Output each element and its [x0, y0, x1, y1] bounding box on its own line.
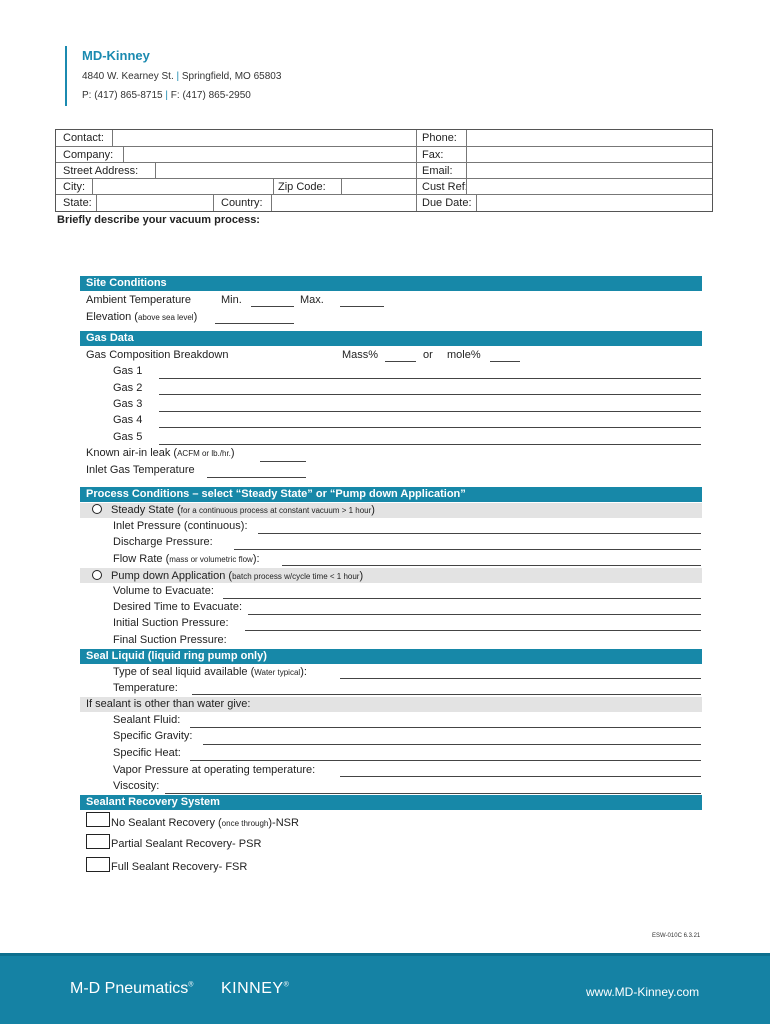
- mole-label: mole%: [447, 349, 481, 361]
- inlet-temp-field[interactable]: [207, 477, 306, 478]
- process-description-field[interactable]: [57, 230, 713, 270]
- psr-label: Partial Sealant Recovery- PSR: [111, 838, 262, 850]
- specific-heat-field[interactable]: [190, 760, 701, 761]
- min-field[interactable]: [251, 306, 294, 307]
- email-label: Email:: [422, 165, 453, 177]
- zip-label: Zip Code:: [278, 181, 326, 193]
- nsr-text: No Sealant Recovery (: [111, 817, 222, 829]
- table-row: [56, 146, 712, 163]
- paren: ): [230, 447, 235, 459]
- pump-down-radio[interactable]: [92, 570, 102, 580]
- sealant-fluid-label: Sealant Fluid:: [113, 714, 181, 726]
- final-suction-label: Final Suction Pressure:: [113, 634, 227, 646]
- steady-state-label: [111, 503, 375, 518]
- registered-mark: ®: [188, 981, 194, 989]
- table-row: [56, 130, 712, 146]
- address-line: [82, 71, 281, 82]
- table-row: [56, 194, 712, 211]
- gas3-field[interactable]: [159, 411, 701, 412]
- gas3-label: Gas 3: [113, 398, 143, 410]
- process-description-prompt: Briefly describe your vacuum process:: [57, 214, 260, 226]
- state-label: State:: [63, 197, 92, 209]
- seal-type-note: Water typical: [254, 668, 301, 677]
- street-label: Street Address:: [63, 165, 139, 177]
- paren: ):: [300, 666, 307, 678]
- evac-time-label: Desired Time to Evacuate:: [113, 601, 243, 613]
- pump-down-label: [111, 569, 363, 584]
- sealant-fluid-field[interactable]: [190, 727, 701, 728]
- or-text: or: [423, 349, 433, 361]
- gas-data-header: Gas Data: [80, 331, 702, 346]
- city-field[interactable]: [92, 179, 274, 195]
- elevation-note: above sea level: [137, 313, 194, 322]
- gas1-field[interactable]: [159, 378, 701, 379]
- city-label: City:: [63, 181, 85, 193]
- pumpdown-note: batch process w/cycle time < 1 hour: [232, 572, 360, 581]
- footer-url[interactable]: www.MD-Kinney.com: [586, 985, 700, 999]
- discharge-pressure-label: Discharge Pressure:: [113, 536, 213, 548]
- fax-field[interactable]: [466, 147, 713, 163]
- gas5-label: Gas 5: [113, 431, 143, 443]
- fsr-label: Full Sealant Recovery- FSR: [111, 861, 248, 873]
- pumpdown-text: Pump down Application (: [111, 570, 233, 582]
- separator: |: [176, 71, 180, 82]
- viscosity-field[interactable]: [165, 793, 701, 794]
- country-label: Country:: [221, 197, 263, 209]
- phone-text: P: (417) 865-8715: [82, 90, 163, 101]
- table-row: [56, 178, 712, 195]
- paren: ): [193, 311, 198, 323]
- street-field[interactable]: [155, 163, 416, 179]
- separator: |: [165, 90, 169, 101]
- gas1-label: Gas 1: [113, 365, 143, 377]
- brand-name: MD-Kinney: [82, 48, 150, 63]
- discharge-pressure-field[interactable]: [234, 549, 701, 550]
- country-field[interactable]: [271, 195, 417, 211]
- paren: ): [371, 504, 375, 516]
- footer-accent: [0, 953, 770, 956]
- max-field[interactable]: [340, 306, 384, 307]
- leak-label: [86, 446, 235, 461]
- nsr-suffix: )-NSR: [268, 817, 299, 829]
- fax-text: F: (417) 865-2950: [170, 90, 251, 101]
- specific-gravity-label: Specific Gravity:: [113, 730, 193, 742]
- viscosity-label: Viscosity:: [113, 780, 160, 792]
- vapor-pressure-field[interactable]: [340, 776, 701, 777]
- gas5-field[interactable]: [159, 444, 701, 445]
- gas2-field[interactable]: [159, 394, 701, 395]
- nsr-checkbox[interactable]: [86, 812, 110, 827]
- gas4-label: Gas 4: [113, 414, 143, 426]
- brand-accent-bar: [65, 46, 67, 106]
- custref-label: Cust Ref:: [422, 181, 468, 193]
- flow-rate-label: [113, 552, 260, 567]
- elevation-text: Elevation (: [86, 311, 138, 323]
- fsr-checkbox[interactable]: [86, 857, 110, 872]
- phone-label: Phone:: [422, 132, 457, 144]
- mole-field[interactable]: [490, 361, 520, 362]
- volume-field[interactable]: [223, 598, 701, 599]
- min-label: Min.: [221, 294, 242, 306]
- seal-liquid-header: Seal Liquid (liquid ring pump only): [80, 649, 702, 664]
- vapor-pressure-label: Vapor Pressure at operating temperature:: [113, 764, 316, 776]
- city-text: Springfield, MO 65803: [181, 71, 282, 82]
- flow-rate-field[interactable]: [282, 565, 701, 566]
- inlet-pressure-label: Inlet Pressure (continuous):: [113, 520, 248, 532]
- gas-breakdown-label: Gas Composition Breakdown: [86, 349, 229, 361]
- duedate-field[interactable]: [476, 195, 713, 211]
- leak-text: Known air-in leak (: [86, 447, 178, 459]
- psr-checkbox[interactable]: [86, 834, 110, 849]
- document-code: ESW-010C 6.3.21: [652, 933, 701, 939]
- sealant-other-label: If sealant is other than water give:: [86, 698, 251, 710]
- specific-heat-label: Specific Heat:: [113, 747, 181, 759]
- phone-field[interactable]: [466, 130, 713, 146]
- logo-text: KINNEY: [221, 980, 284, 997]
- process-conditions-header: Process Conditions – select “Steady State” or “Pump down Application”: [80, 487, 702, 502]
- flow-note: mass or volumetric flow: [169, 555, 253, 564]
- elevation-field[interactable]: [215, 323, 294, 324]
- nsr-label: [111, 816, 299, 831]
- ambient-label: Ambient Temperature: [86, 294, 191, 306]
- contact-label: Contact:: [63, 132, 104, 144]
- contact-field[interactable]: [112, 130, 413, 146]
- seal-type-text: Type of seal liquid available (: [113, 666, 255, 678]
- zip-field[interactable]: [341, 179, 417, 195]
- steady-text: Steady State (: [111, 504, 181, 516]
- duedate-label: Due Date:: [422, 197, 472, 209]
- leak-field[interactable]: [260, 461, 306, 462]
- email-field[interactable]: [466, 163, 713, 179]
- mass-field[interactable]: [385, 361, 416, 362]
- evac-time-field[interactable]: [248, 614, 701, 615]
- seal-temp-label: Temperature:: [113, 682, 178, 694]
- initial-suction-label: Initial Suction Pressure:: [113, 617, 229, 629]
- initial-suction-field[interactable]: [245, 630, 701, 631]
- seal-temp-field[interactable]: [192, 694, 701, 695]
- phone-line: [82, 90, 251, 101]
- flow-text: Flow Rate (: [113, 553, 170, 565]
- gas2-label: Gas 2: [113, 382, 143, 394]
- site-conditions-header: Site Conditions: [80, 276, 702, 291]
- table-row: [56, 162, 712, 179]
- sealant-recovery-header: Sealant Recovery System: [80, 795, 702, 810]
- paren: ): [359, 570, 364, 582]
- logo-text: M-D Pneumatics: [70, 980, 189, 997]
- steady-state-radio[interactable]: [92, 504, 102, 514]
- inlet-pressure-field[interactable]: [258, 533, 701, 534]
- specific-gravity-field[interactable]: [203, 744, 701, 745]
- paren: ):: [252, 553, 260, 565]
- footer-logo-mdp: [70, 980, 193, 998]
- mass-label: Mass%: [342, 349, 379, 361]
- inlet-temp-label: Inlet Gas Temperature: [86, 464, 195, 476]
- leak-note: ACFM or lb./hr.: [177, 449, 231, 458]
- volume-label: Volume to Evacuate:: [113, 585, 214, 597]
- footer-logo-kinney: [221, 980, 289, 998]
- max-label: Max.: [300, 294, 324, 306]
- custref-field[interactable]: [466, 179, 713, 195]
- elevation-label: [86, 310, 197, 325]
- nsr-note: once through: [221, 819, 269, 828]
- street-text: 4840 W. Kearney St.: [82, 71, 174, 82]
- registered-mark: ®: [283, 981, 290, 989]
- company-field[interactable]: [123, 147, 414, 163]
- contact-table: [55, 129, 713, 212]
- seal-type-label: [113, 665, 307, 680]
- seal-type-field[interactable]: [340, 678, 701, 679]
- state-field[interactable]: [96, 195, 214, 211]
- fax-label: Fax:: [422, 149, 444, 161]
- company-label: Company:: [63, 149, 114, 161]
- gas4-field[interactable]: [159, 427, 701, 428]
- steady-note: for a continuous process at constant vacuum > 1 hour: [180, 506, 372, 515]
